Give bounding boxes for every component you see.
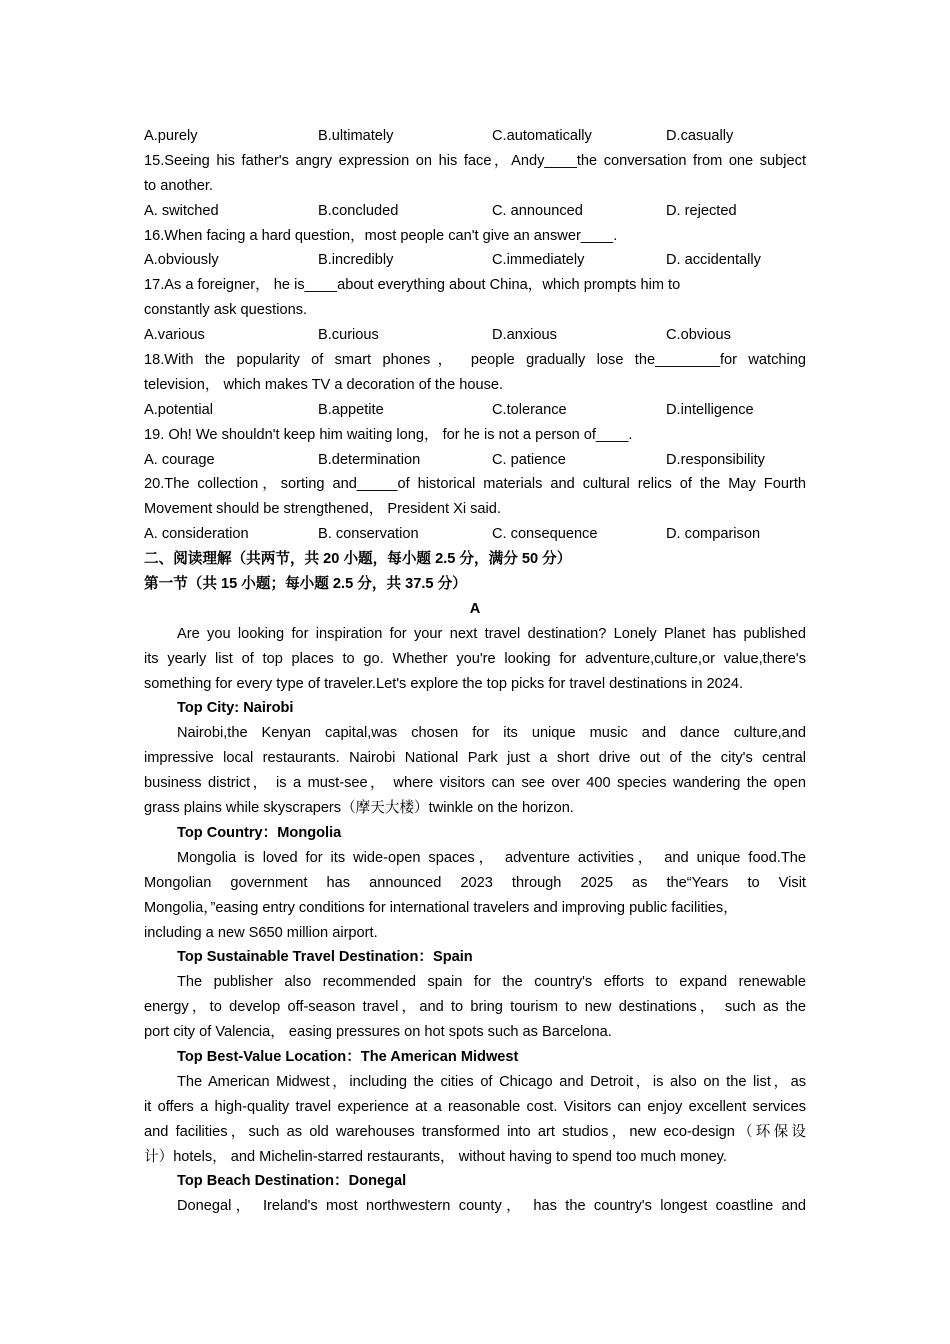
text-line: grass plains while skyscrapers（摩天大楼）twinkle on the horizon. — [144, 800, 574, 817]
text-line: and facilities，such as old warehouses transformed into art studios，new eco-design（环保设 — [144, 1123, 806, 1140]
answer-options-row — [144, 522, 806, 547]
answer-options-row — [144, 448, 806, 473]
section-heading: 二、阅读理解（共两节，共 20 小题，每小题 2.5 分，满分 50 分） — [144, 551, 572, 568]
text-line: television， which makes TV a decoration of the house. — [144, 376, 504, 393]
answer-option: B.concluded — [318, 202, 399, 219]
answer-option: D. comparison — [666, 526, 761, 543]
answer-option: A.purely — [144, 128, 198, 144]
text-line: impressive local restaurants. Nairobi National Park just a short drive out of the city's central — [144, 750, 806, 767]
answer-option: D.responsibility — [666, 451, 765, 468]
answer-option: B.determination — [318, 451, 421, 468]
section-heading: Top Country：Mongolia — [177, 824, 342, 841]
text-line: something for every type of traveler.Let's explore the top picks for travel destinations in 2024. — [144, 675, 744, 692]
answer-option: C. announced — [492, 202, 583, 219]
answer-option: A. switched — [144, 202, 219, 219]
text-line: including a new S650 million airport. — [144, 924, 378, 941]
answer-options-row — [144, 398, 806, 423]
answer-option: A. courage — [144, 451, 215, 468]
answer-option: D.intelligence — [666, 401, 754, 418]
text-line: 15.Seeing his father's angry expression on his face，Andy____the conversation from one subject — [144, 152, 806, 169]
answer-options-row — [144, 124, 806, 149]
answer-option: C. patience — [492, 451, 566, 468]
text-line: 19. Oh! We shouldn't keep him waiting long， for he is not a person of____. — [144, 426, 633, 443]
answer-option: C.immediately — [492, 252, 585, 269]
answer-option: D. rejected — [666, 202, 737, 219]
text-line: constantly ask questions. — [144, 302, 308, 319]
answer-option: B.appetite — [318, 401, 384, 418]
section-heading: Top Best-Value Location：The American Midwest — [177, 1048, 519, 1065]
text-line: Are you looking for inspiration for your next travel destination? Lonely Planet has published — [177, 625, 806, 642]
document-page — [144, 124, 806, 1219]
answer-option: A.various — [144, 327, 205, 344]
answer-option: C.automatically — [492, 128, 592, 144]
answer-options-row — [144, 323, 806, 348]
answer-option: D. accidentally — [666, 252, 761, 269]
text-line: 计）hotels， and Michelin-starred restaurants， without having to spend too much money. — [144, 1148, 727, 1165]
text-line: 16.When facing a hard question，most people can't give an answer____. — [144, 227, 618, 244]
text-line: to another. — [144, 177, 213, 194]
answer-option: B.curious — [318, 327, 379, 344]
text-line: port city of Valencia， easing pressures on hot spots such as Barcelona. — [144, 1024, 612, 1041]
answer-option: D.casually — [666, 128, 734, 144]
answer-option: A.potential — [144, 401, 213, 418]
answer-option: C. consequence — [492, 526, 598, 543]
text-line: it offers a high-quality travel experience at a reasonable cost. Visitors can enjoy excellent services — [144, 1098, 806, 1115]
text-line: Donegal， Ireland's most northwestern county， has the country's longest coastline and — [177, 1198, 806, 1215]
text-line: 18.With the popularity of smart phones， people gradually lose the________for watching — [144, 352, 806, 369]
text-line: Nairobi,the Kenyan capital,was chosen for its unique music and dance culture,and — [177, 725, 806, 742]
text-line: The publisher also recommended spain for the country's efforts to expand renewable — [177, 974, 806, 991]
answer-option: C.obvious — [666, 327, 731, 344]
answer-option: D.anxious — [492, 327, 557, 344]
text-line: 20.The collection，sorting and_____of historical materials and cultural relics of the May Fourth — [144, 476, 806, 493]
text-line: Mongolia is loved for its wide-open spaces， adventure activities， and unique food.The — [177, 849, 806, 866]
answer-option: C.tolerance — [492, 401, 567, 418]
answer-option: A.obviously — [144, 252, 219, 269]
section-heading: Top Sustainable Travel Destination：Spain — [177, 949, 473, 966]
section-heading: 第一节（共 15 小题；每小题 2.5 分，共 37.5 分） — [144, 576, 467, 593]
text-line: business district， is a must-see， where visitors can see over 400 species wandering the open — [144, 775, 806, 792]
text-line: energy，to develop off-season travel，and to bring tourism to new destinations， such as the — [144, 999, 806, 1016]
text-line: Movement should be strengthened， President Xi said. — [144, 501, 501, 518]
text-line: Mongolian government has announced 2023 through 2025 as the“Years to Visit — [144, 874, 806, 891]
text-line: its yearly list of top places to go. Whether you're looking for adventure,culture,or value,there's — [144, 650, 806, 667]
section-heading: Top City: Nairobi — [177, 700, 294, 717]
text-line: The American Midwest，including the cities of Chicago and Detroit，is also on the list，as — [177, 1073, 806, 1090]
answer-option: B.incredibly — [318, 252, 394, 269]
section-heading: A — [469, 600, 481, 617]
section-heading: Top Beach Destination：Donegal — [177, 1173, 407, 1190]
answer-options-row — [144, 199, 806, 224]
text-line: Mongolia，”easing entry conditions for international travelers and improving public facilities， — [144, 899, 738, 916]
answer-option: A. consideration — [144, 526, 249, 543]
text-line: 17.As a foreigner， he is____about everything about China，which prompts him to — [144, 277, 681, 294]
answer-options-row — [144, 248, 806, 273]
answer-option: B. conservation — [318, 526, 419, 543]
answer-option: B.ultimately — [318, 128, 394, 144]
